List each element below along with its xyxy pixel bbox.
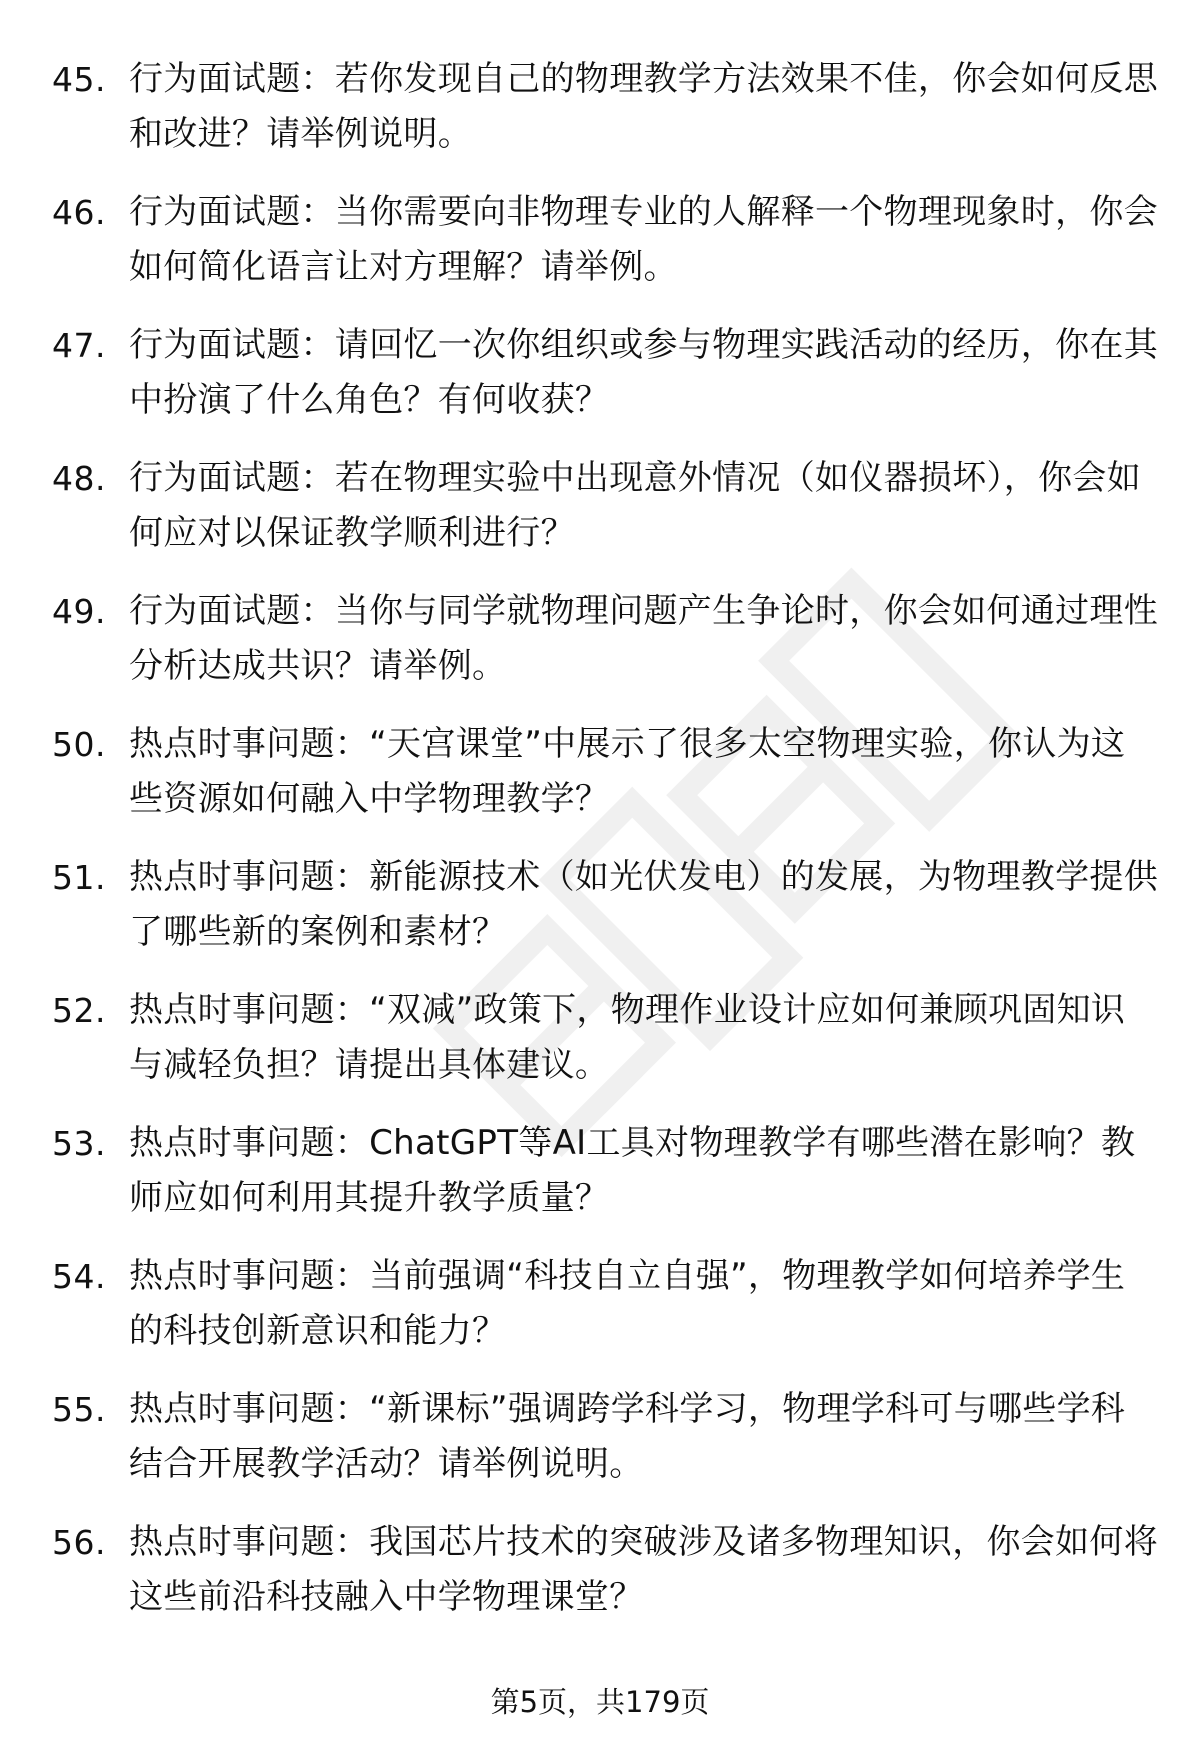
question-text: 热点时事问题：“双减”政策下，物理作业设计应如何兼顾巩固知识与减轻负担？请提出具体建议。	[129, 990, 1126, 1085]
question-text: 行为面试题：当你与同学就物理问题产生争论时，你会如何通过理性分析达成共识？请举例。	[129, 591, 1158, 686]
question-item	[0, 850, 1200, 975]
question-item	[0, 185, 1200, 310]
question-item	[0, 1116, 1200, 1241]
question-item	[0, 717, 1200, 842]
page-indicator: 第5页，共179页	[490, 1685, 710, 1719]
question-text: 热点时事问题：我国芯片技术的突破涉及诸多物理知识，你会如何将这些前沿科技融入中学物理课堂？	[129, 1522, 1158, 1617]
question-list	[0, 52, 1200, 1648]
question-text: 热点时事问题：ChatGPT等AI工具对物理教学有哪些潜在影响？教师应如何利用其提升教学质量？	[129, 1123, 1136, 1218]
question-item	[0, 584, 1200, 709]
question-number: 47.	[52, 326, 106, 365]
question-text: 行为面试题：若你发现自己的物理教学方法效果不佳，你会如何反思和改进？请举例说明。	[129, 59, 1158, 154]
question-number: 48.	[52, 459, 106, 498]
question-number: 50.	[52, 725, 106, 764]
question-number: 53.	[52, 1124, 106, 1163]
question-item	[0, 983, 1200, 1108]
question-number: 56.	[52, 1523, 106, 1562]
question-number: 45.	[52, 60, 106, 99]
question-text: 热点时事问题：“新课标”强调跨学科学习，物理学科可与哪些学科结合开展教学活动？请举例说明。	[129, 1389, 1126, 1484]
question-text: 热点时事问题：“天宫课堂”中展示了很多太空物理实验，你认为这些资源如何融入中学物理教学？	[129, 724, 1126, 819]
question-item	[0, 318, 1200, 443]
question-number: 54.	[52, 1257, 106, 1296]
question-number: 49.	[52, 592, 106, 631]
question-number: 46.	[52, 193, 106, 232]
question-number: 51.	[52, 858, 106, 897]
question-number: 52.	[52, 991, 106, 1030]
question-text: 行为面试题：若在物理实验中出现意外情况（如仪器损坏），你会如何应对以保证教学顺利进行？	[129, 458, 1141, 553]
question-item	[0, 52, 1200, 177]
question-text: 热点时事问题：新能源技术（如光伏发电）的发展，为物理教学提供了哪些新的案例和素材？	[129, 857, 1158, 952]
question-number: 55.	[52, 1390, 106, 1429]
question-item	[0, 1515, 1200, 1640]
question-text: 行为面试题：请回忆一次你组织或参与物理实践活动的经历，你在其中扮演了什么角色？有何收获？	[129, 325, 1158, 420]
question-item	[0, 1249, 1200, 1374]
question-item	[0, 451, 1200, 576]
question-text: 行为面试题：当你需要向非物理专业的人解释一个物理现象时，你会如何简化语言让对方理解？请举例。	[129, 192, 1158, 287]
question-item	[0, 1382, 1200, 1507]
question-text: 热点时事问题：当前强调“科技自立自强”，物理教学如何培养学生的科技创新意识和能力？	[129, 1256, 1126, 1351]
